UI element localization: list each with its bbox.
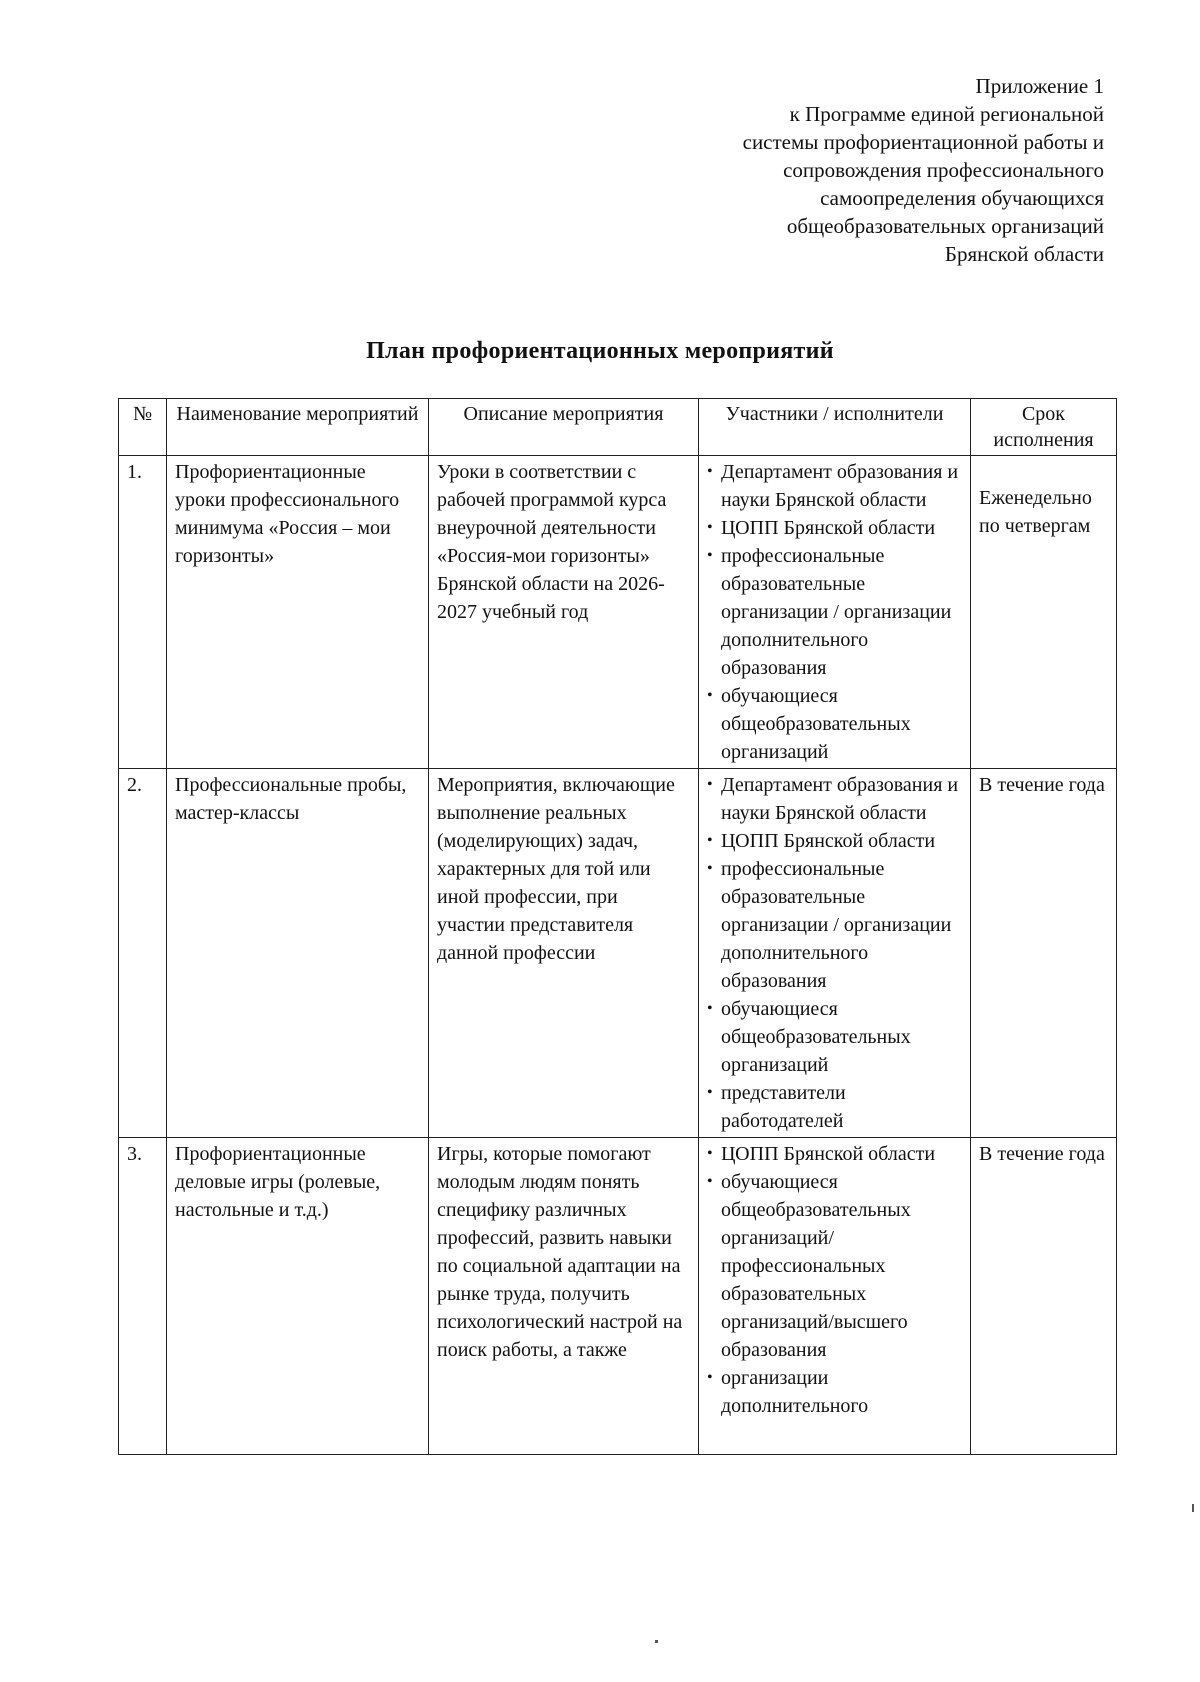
participant-item [707, 827, 962, 855]
appendix-line: общеобразовательных организаций [786, 214, 1104, 238]
appendix-line: самоопределения обучающихся [820, 186, 1104, 210]
participant-label: Департамент образования и науки Брянской области [721, 461, 959, 511]
participant-label: профессиональные образовательные организации / организации дополнительного образования [721, 858, 952, 992]
table-row [119, 769, 1117, 1138]
participant-item [707, 1079, 962, 1135]
bullet-icon: • [707, 1145, 713, 1162]
header-description: Описание мероприятия [429, 399, 699, 456]
event-description: Уроки в соответствии с рабочей программой курса внеурочной деятельности «Россия-мои горизонты» Брянской области на 2026-2027 учебный год [429, 456, 699, 769]
bullet-icon: • [707, 687, 713, 704]
participant-item [707, 1168, 962, 1364]
event-term: В течение года [971, 1138, 1117, 1455]
row-num: 3. [119, 1138, 167, 1455]
participant-label: представители работодателей [721, 1082, 846, 1132]
participant-label: Департамент образования и науки Брянской области [721, 774, 959, 824]
row-num: 2. [119, 769, 167, 1138]
appendix-line: системы профориентационной работы и [742, 130, 1104, 154]
appendix-line: к Программе единой региональной [789, 102, 1104, 126]
event-description: Игры, которые помогают молодым людям понять специфику различных профессий, развить навыки по социальной адаптации на рынке труда, получить психологический настрой на поиск работы, а также [429, 1138, 699, 1455]
participant-label: обучающиеся общеобразовательных организаций/профессиональных образовательных организаций/высшего образования [721, 1171, 911, 1361]
event-participants [699, 1138, 971, 1455]
header-term: Срок исполнения [971, 399, 1117, 456]
events-table [118, 398, 1117, 1455]
event-description: Мероприятия, включающие выполнение реальных (моделирующих) задач, характерных для той или иной профессии, при участии представителя данной профессии [429, 769, 699, 1138]
bullet-icon: • [707, 776, 713, 793]
header-name: Наименование мероприятий [167, 399, 429, 456]
participants-list [707, 458, 962, 766]
table-header-row [119, 399, 1117, 456]
participant-item [707, 1364, 962, 1420]
bullet-icon: • [707, 860, 713, 877]
participant-label: профессиональные образовательные организации / организации дополнительного образования [721, 545, 952, 679]
participant-item [707, 1140, 962, 1168]
event-participants [699, 769, 971, 1138]
event-name: Профориентационные деловые игры (ролевые, настольные и т.д.) [167, 1138, 429, 1455]
event-term: Еженедельно по четвергам [971, 456, 1117, 769]
participant-item [707, 458, 962, 514]
bullet-icon: • [707, 1084, 713, 1101]
participant-label: ЦОПП Брянской области [721, 517, 936, 539]
table-row [119, 1138, 1117, 1455]
bullet-icon: • [707, 1369, 713, 1386]
participant-label: организации дополнительного [721, 1367, 869, 1417]
appendix-line: сопровождения профессионального [783, 158, 1104, 182]
participant-item [707, 542, 962, 682]
scan-speck [1192, 1504, 1194, 1512]
event-name: Профориентационные уроки профессионального минимума «Россия – мои горизонты» [167, 456, 429, 769]
row-num: 1. [119, 456, 167, 769]
participants-list [707, 1140, 962, 1420]
event-term: В течение года [971, 769, 1117, 1138]
scan-speck [655, 1640, 658, 1643]
appendix-line: Приложение 1 [975, 74, 1104, 98]
bullet-icon: • [707, 832, 713, 849]
bullet-icon: • [707, 1000, 713, 1017]
participant-label: ЦОПП Брянской области [721, 1143, 936, 1165]
header-num: № [119, 399, 167, 456]
appendix-header [544, 72, 1104, 268]
table-row [119, 456, 1117, 769]
bullet-icon: • [707, 547, 713, 564]
participant-item [707, 682, 962, 766]
bullet-icon: • [707, 519, 713, 536]
participant-item [707, 855, 962, 995]
bullet-icon: • [707, 1173, 713, 1190]
document-title: План профориентационных мероприятий [366, 338, 834, 364]
participant-item [707, 995, 962, 1079]
event-participants [699, 456, 971, 769]
participants-list [707, 771, 962, 1135]
participant-item [707, 771, 962, 827]
event-name: Профессиональные пробы, мастер-классы [167, 769, 429, 1138]
appendix-line: Брянской области [944, 242, 1104, 266]
header-participants: Участники / исполнители [699, 399, 971, 456]
participant-label: ЦОПП Брянской области [721, 830, 936, 852]
bullet-icon: • [707, 463, 713, 480]
participant-label: обучающиеся общеобразовательных организаций [721, 998, 911, 1076]
participant-label: обучающиеся общеобразовательных организаций [721, 685, 911, 763]
participant-item [707, 514, 962, 542]
